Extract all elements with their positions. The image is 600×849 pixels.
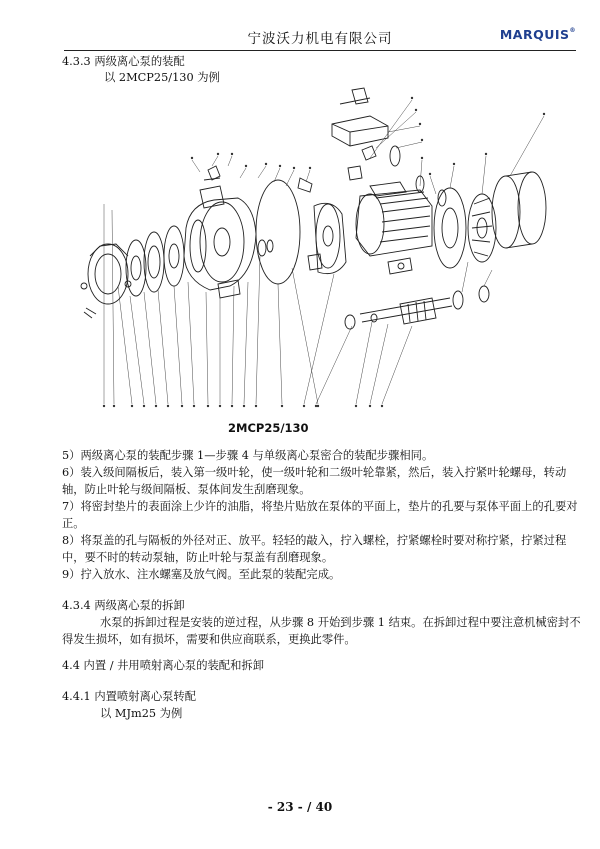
impeller-stack-part [126,220,206,296]
motor-body-part [356,182,432,274]
section-434-body: 水泵的拆卸过程是安装的逆过程，从步骤 8 开始到步骤 1 结束。在拆卸过程中要注意机械密封不得发生损坏，如有损坏，需要和供应商联系，更换此零件。 [62,616,581,646]
step-9: 9）拧入放水、注水螺塞及放气阀。至此泵的装配完成。 [62,568,341,581]
marquis-logo [500,27,576,42]
section-433-heading: 4.3.3 两级离心泵的装配 [62,55,185,68]
fan-part [434,188,496,268]
leader-lines [104,100,544,404]
section-434-heading: 4.3.4 两级离心泵的拆卸 [62,599,185,612]
fan-cover-part [492,172,546,248]
terminal-box-part [332,88,400,180]
step-7: 7）将密封垫片的表面涂上少许的油脂，将垫片贴放在泵体的平面上，垫片的孔要与泵体平面上的孔要对正。 [62,500,578,530]
step-8: 8）将泵盖的孔与隔板的外径对正、放平。轻轻的敲入，拧入螺栓，拧紧螺栓时要对称拧紧，拧紧过程中，要不时的转动泵轴，防止叶轮与泵盖有刮磨现象。 [62,534,567,564]
rotor-shaft-part [345,286,489,329]
logo-text: MARQUIS [499,27,570,42]
page-number: - 23 - / 40 [267,800,333,814]
logo-mark: ® [569,27,576,34]
company-name: 宁波沃力机电有限公司 [247,31,393,47]
section-441-heading: 4.4.1 内置喷射离心泵转配 [62,690,197,703]
step-5: 5）两级离心泵的装配步骤 1—步骤 4 与单级离心泵密合的装配步骤相同。 [62,449,434,462]
section-441-example: 以 MJm25 为例 [100,707,183,720]
figure-caption: 2MCP25/130 [228,421,309,435]
step-6: 6）装入级间隔板后，装入第一级叶轮，使一级叶轮和二级叶轮靠紧，然后，装入拧紧叶轮螺母，转动轴，防止叶轮与级间隔板、泵体间发生刮磨现象。 [62,466,567,496]
page-header [64,26,576,51]
motor-flange-part [298,178,346,274]
section-433-example: 以 2MCP25/130 为例 [104,71,220,84]
pump-body-part [184,166,256,298]
pump-cover-part [81,244,131,318]
exploded-view-drawing [70,86,560,416]
section-44-heading: 4.4 内置 / 井用喷射离心泵的装配和拆卸 [62,659,264,672]
gasket-ring-part [256,180,300,284]
